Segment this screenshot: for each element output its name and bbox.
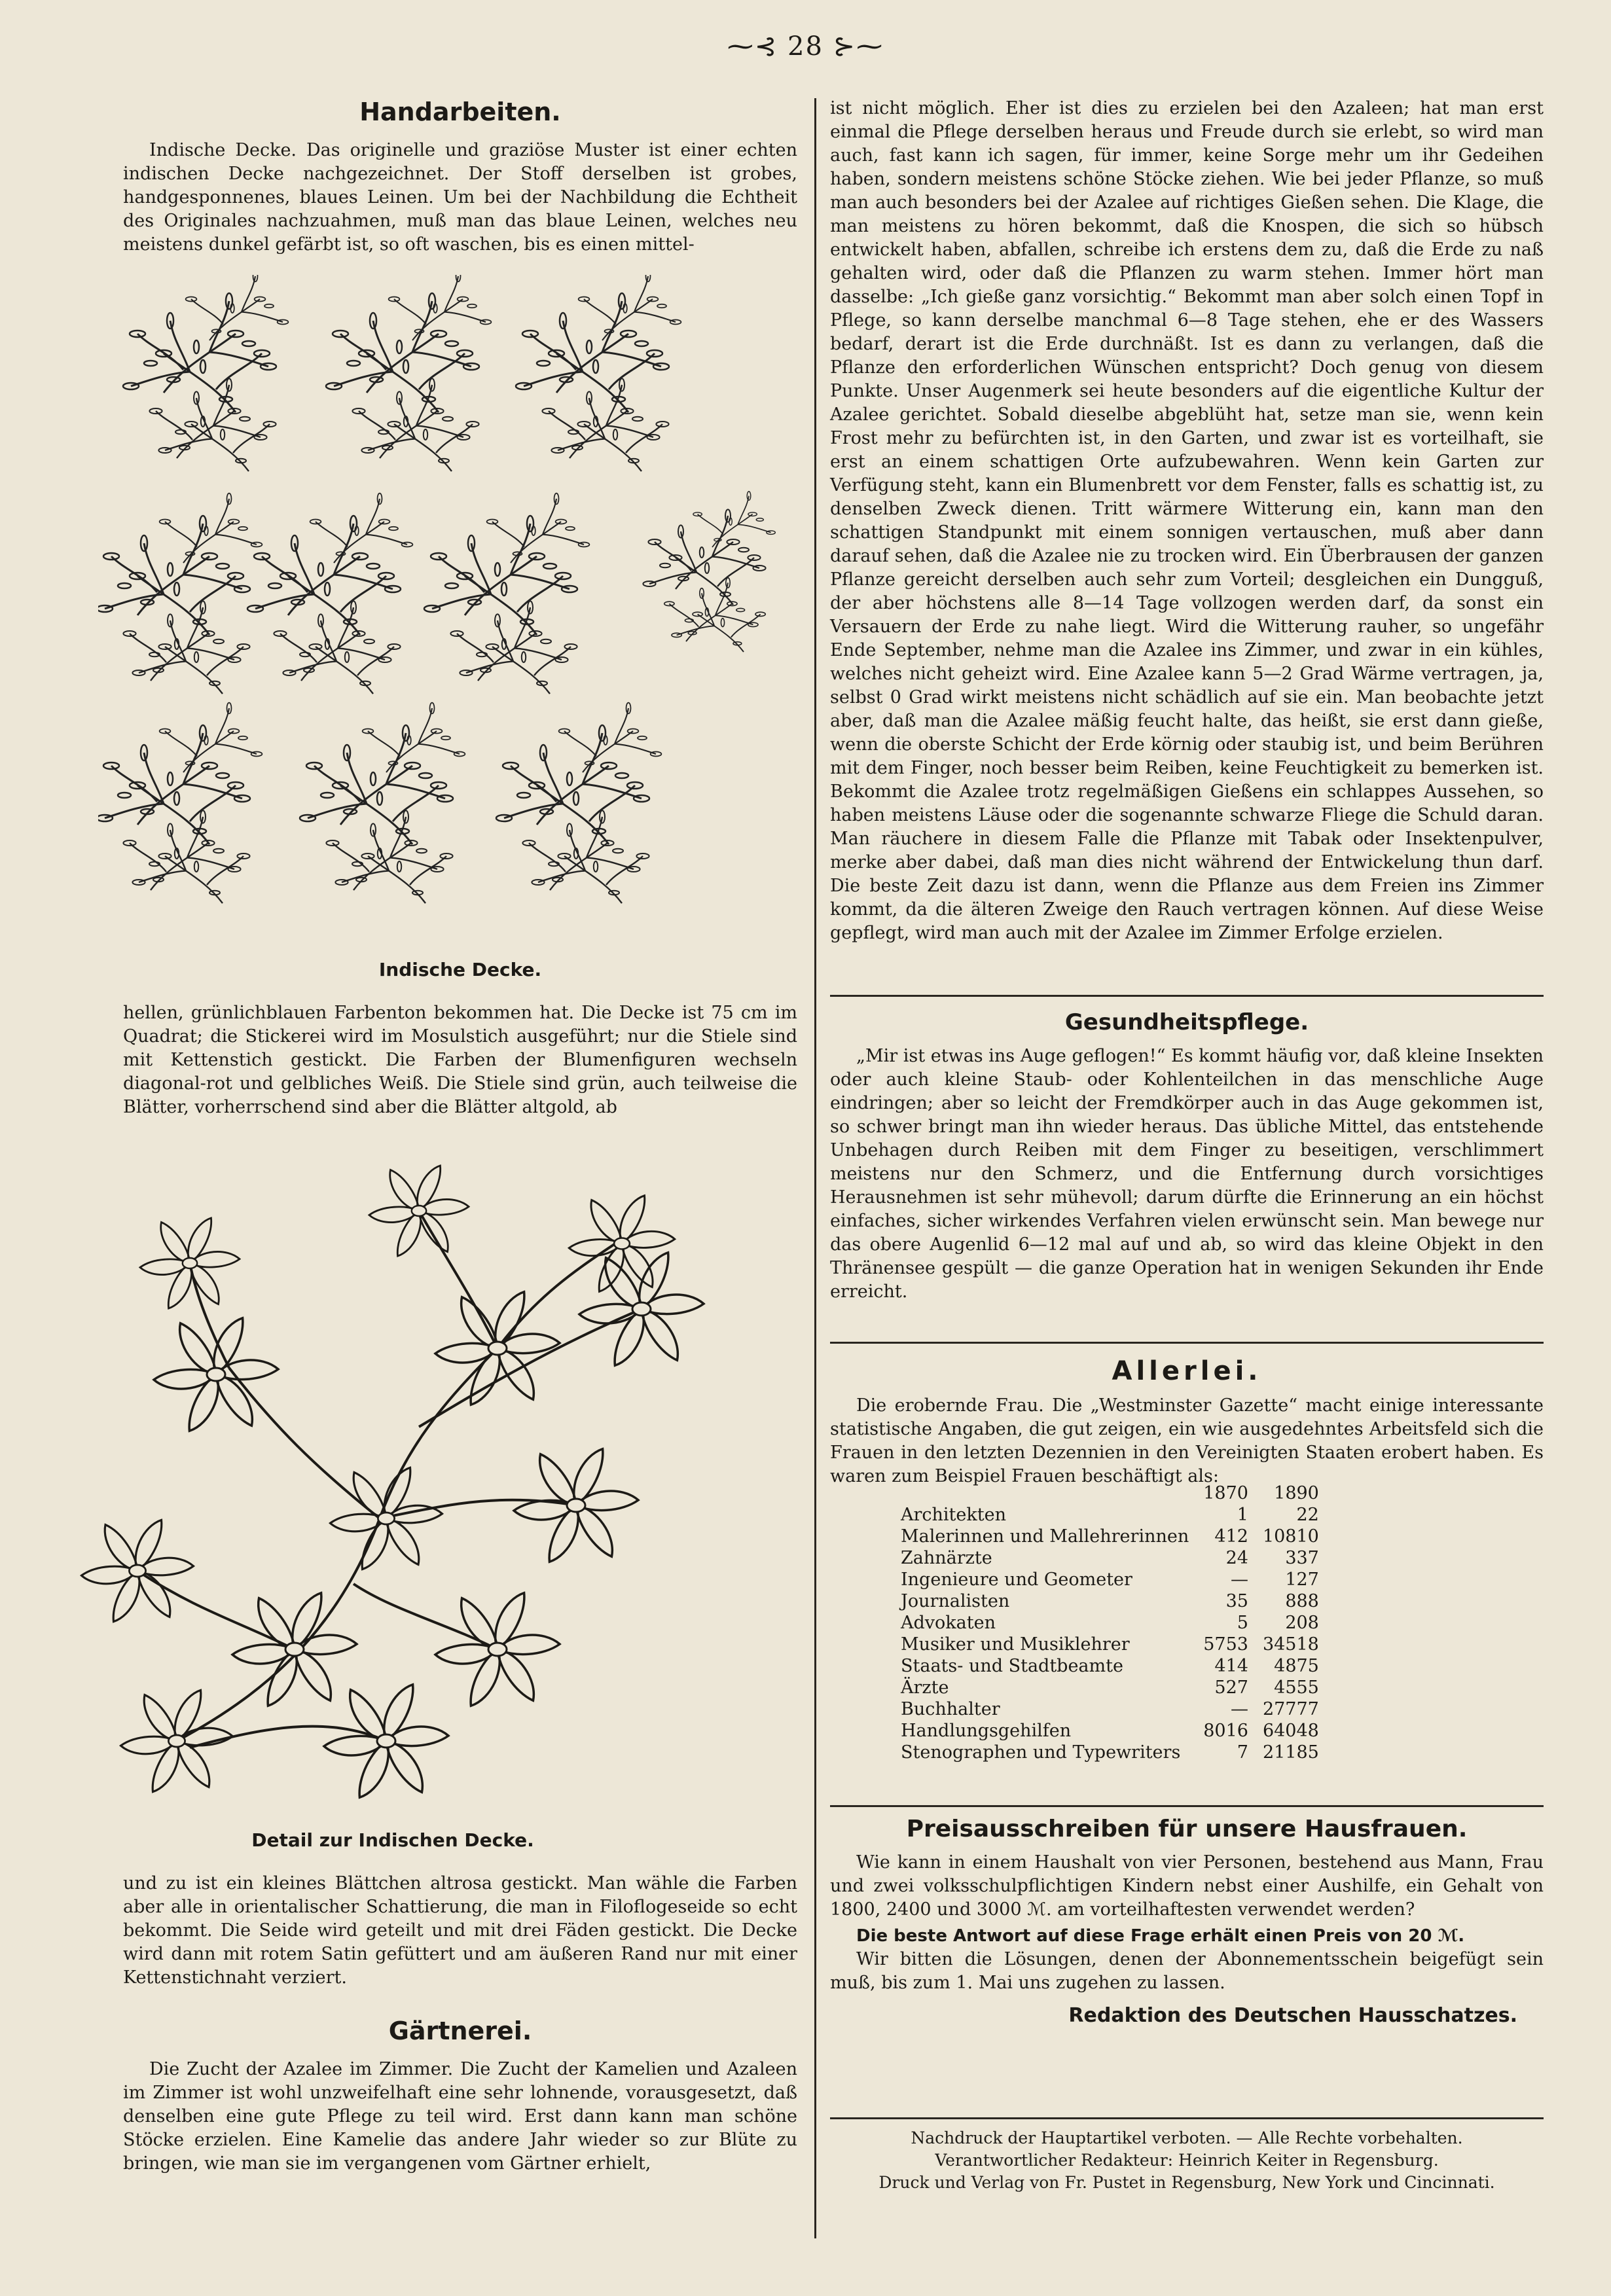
left-column-top [123, 97, 797, 257]
allerlei-para: Die erobernde Frau. Die „Westminster Gazette“ macht einige interessante statistische Angaben, die gut zeigen, ein wie ausgedehntes Arbeitsfeld sich die Frauen in den letzten Dezennien in den Vereinigten Staaten erobert haben. Es waren zum Beispiel Frauen beschäftigt als: [830, 1395, 1544, 1486]
table-cell-1890: 21185 [1262, 1742, 1319, 1763]
handarbeiten-para1: Indische Decke. Das originelle und graziöse Muster ist einer echten indischen Decke nachgezeichnet. Der Stoff derselben ist grobes, handgesponnenes, blaues Leinen. Um bei der Nachbildung die Echtheit des Originales nachzuahmen, muß man das blaue Leinen, welches neu meistens dunkel gefärbt ist, so oft waschen, bis es einen mittel- [123, 140, 797, 255]
section-divider [830, 1805, 1544, 1807]
section-divider [830, 2117, 1544, 2119]
table-cell-label: Staats- und Stadtbeamte [901, 1656, 1123, 1676]
table-cell-1870: 8016 [1203, 1721, 1248, 1741]
imprint-line1: Nachdruck der Hauptartikel verboten. — Alle Rechte vorbehalten. [911, 2128, 1463, 2147]
table-cell-label: Zahnärzte [901, 1548, 992, 1568]
table-row [901, 1634, 1319, 1655]
table-row [901, 1698, 1319, 1720]
section-divider [830, 1342, 1544, 1344]
table-cell-label: Malerinnen und Mallehrerinnen [901, 1526, 1189, 1547]
table-row [901, 1590, 1319, 1612]
figure-indische-decke [98, 275, 812, 956]
preisausschreiben-request: Wir bitten die Lösungen, denen der Abonnementsschein beigefügt sein muß, bis zum 1. Mai uns zugehen zu lassen. [830, 1949, 1544, 1993]
table-cell-1890: 64048 [1262, 1721, 1319, 1741]
gaertnerei-para1: Die Zucht der Azalee im Zimmer. Die Zucht der Kamelien und Azaleen im Zimmer ist wohl unzweifelhaft eine sehr lohnende, vorausgesetzt, daß denselben eine gute Pflege zu teil wird. Erst dann kann man schöne Stöcke erzielen. Eine Kamelie das andere Jahr wieder so zur Blüte zu bringen, wie man sie im vergangenen vom Gärtner erhielt, [123, 2059, 797, 2174]
left-column-bottom [123, 1872, 797, 2176]
table-cell-1890: 4555 [1274, 1677, 1319, 1698]
table-cell-label: Musiker und Musiklehrer [901, 1634, 1130, 1655]
preisausschreiben-prize: Die beste Antwort auf diese Frage erhält einen Preis von 20 ℳ. [856, 1926, 1465, 1946]
table-cell-1870: 5753 [1203, 1634, 1248, 1655]
table-header-year: 1870 [1203, 1483, 1248, 1503]
table-row [901, 1569, 1319, 1590]
page-number-header [0, 31, 1611, 62]
table-row [901, 1547, 1319, 1569]
table-row [901, 1742, 1319, 1763]
table-row [901, 1526, 1319, 1547]
right-column-allerlei [830, 1355, 1544, 1488]
table-cell-1870: — [1230, 1699, 1248, 1719]
table-cell-1870: 24 [1225, 1548, 1248, 1568]
editorial-signature: Redaktion des Deutschen Hausschatzes. [1068, 2004, 1517, 2027]
table-cell-1890: 34518 [1262, 1634, 1319, 1655]
table-cell-1870: 35 [1225, 1591, 1248, 1611]
section-heading-preisausschreiben: Preisausschreiben für unsere Hausfrauen. [906, 1816, 1468, 1842]
table-cell-1870: 5 [1237, 1613, 1248, 1633]
section-heading-gesundheitspflege: Gesundheitspflege. [1064, 1009, 1309, 1035]
table-cell-1890: 27777 [1262, 1699, 1319, 1719]
table-cell-1890: 208 [1285, 1613, 1319, 1633]
figure1-caption: Indische Decke. [378, 959, 542, 980]
imprint-line3: Druck und Verlag von Fr. Pustet in Regensburg, New York und Cincinnati. [878, 2173, 1495, 2192]
imprint-line2: Verantwortlicher Redakteur: Heinrich Keiter in Regensburg. [935, 2151, 1439, 2170]
gesundheitspflege-para: „Mir ist etwas ins Auge geflogen!“ Es kommt häufig vor, daß kleine Insekten oder auch kleine Staub- oder Kohlenteilchen in das menschliche Auge eindringen; aber so leicht der Fremdkörper auch in das Auge gekommen ist, so schwer bringt man ihn wieder heraus. Das übliche Mittel, das entstehende Unbehagen durch Reiben mit dem Finger zu beseitigen, verschlimmert meistens nur den Schmerz, und die Entfernung durch vorsichtiges Herausnehmen ist sehr mühevoll; darum dürfte die Erinnerung an ein höchst einfaches, sicher wirkendes Verfahren vielen erwünscht sein. Man bewege nur das obere Augenlid 6—12 mal auf und ab, so wird das kleine Objekt in den Thränensee gespült — die ganze Operation hat in wenigen Sekunden ihr Ende erreicht. [830, 1046, 1544, 1302]
table-row [901, 1677, 1319, 1698]
table-cell-1890: 127 [1285, 1570, 1319, 1590]
table-cell-1890: 22 [1296, 1505, 1319, 1525]
table-cell-label: Ingenieure und Geometer [901, 1570, 1132, 1590]
section-heading-handarbeiten: Handarbeiten. [359, 98, 561, 126]
section-heading-gaertnerei: Gärtnerei. [388, 2017, 532, 2045]
table-cell-1890: 888 [1285, 1591, 1319, 1611]
table-cell-label: Advokaten [901, 1613, 996, 1633]
table-header-year: 1890 [1274, 1483, 1319, 1503]
table-cell-label: Handlungsgehilfen [901, 1721, 1072, 1741]
table-cell-1870: 527 [1214, 1677, 1248, 1698]
handarbeiten-para2: hellen, grünlichblauen Farbenton bekommen hat. Die Decke ist 75 cm im Quadrat; die Stickerei wird im Mosulstich ausgeführt; nur die Stiele sind mit Kettenstich gestickt. Die Farben der Blumenfiguren wechseln diagonal-rot und gelbliches Weiß. Die Stiele sind grün, auch teilweise die Blätter, vorherrschend sind aber die Blätter altgold, ab [123, 1003, 797, 1117]
figure-detail-decke [79, 1152, 772, 1826]
figure2-caption: Detail zur Indischen Decke. [251, 1829, 534, 1851]
table-cell-1890: 337 [1285, 1548, 1319, 1568]
gaertnerei-para2: ist nicht möglich. Eher ist dies zu erzielen bei den Azaleen; hat man erst einmal die Pflege derselben heraus und Freude durch sie erlebt, so wird man auch, fast kann ich sagen, für immer, keine Sorge mehr um ihr Gedeihen haben, sondern meistens schöne Stöcke ziehen. Wie bei jeder Pflanze, so muß man auch besonders bei der Azalee auf richtiges Gießen sehen. Die Klage, die man meistens zu hören bekommt, daß die Knospen, die sich so hübsch entwickelt haben, abfallen, schreibe ich erstens dem zu, daß die Erde zu naß gehalten wird, oder daß die Pflanzen zu warm stehen. Immer hört man dasselbe: „Ich gieße ganz vorsichtig.“ Bekommt man aber solch einen Topf in Pflege, so kann derselbe manchmal 6—8 Tage stehen, ehe er des Wassers bedarf, derart ist die Erde durchnäßt. Ist es dann zu verlangen, daß die Pflanze den erforderlichen Wünschen entspricht? Doch genug von diesem Punkte. Unser Augenmerk sei heute besonders auf die eigentliche Kultur der Azalee gerichtet. Sobald dieselbe abgeblüht hat, setze man sie, wenn kein Frost mehr zu befürchten ist, in den Garten, und zwar ist es vorteilhaft, sie erst an einem schattigen Orte aufzubewahren. Wenn kein Garten zur Verfügung steht, kann ein Blumenbrett vor dem Fenster, falls es schattig ist, zu denselben Zweck dienen. Tritt wärmere Witterung ein, kann man den schattigen Standpunkt mit einem sonnigen vertauschen, muß aber dann darauf sehen, daß die Azalee nie zu trocken wird. Ein Überbrausen der ganzen Pflanze gereicht derselben auch sehr zum Vorteil; desgleichen ein Dungguß, der aber höchstens alle 8—14 Tage vollzogen werden darf, da sonst ein Versauern der Erde zu nahe liegt. Wird die Witterung rauher, so ungefähr Ende September, nehme man die Azalee ins Zimmer, und zwar in ein kühles, welches nicht geheizt wird. Eine Azalee kann 5—2 Grad Wärme vertragen, ja, selbst 0 Grad wirkt meistens nicht schädlich auf sie ein. Man beobachte jetzt aber, daß man die Azalee mäßig feucht halte, das heißt, sie erst dann gieße, wenn die oberste Schicht der Erde körnig oder staubig ist, und beim Berühren mit dem Finger, noch besser beim Reiben, keine Feuchtigkeit zu bemerken ist. Bekommt die Azalee trotz regelmäßigen Gießens ein schlappes Aussehen, so haben meistens Läuse oder die sogenannte schwarze Fliege die Schuld daran. Man räuchere in diesem Falle die Pflanze mit Tabak oder Insektenpulver, merke aber dabei, daß man dies nicht während der Entwickelung thun darf. Die beste Zeit dazu ist dann, wenn die Pflanze aus dem Freien ins Zimmer kommt, da die älteren Zweige den Rauch vertragen können. Auf diese Weise gepflegt, wird man auch mit der Azalee im Zimmer Erfolge erzielen. [830, 98, 1544, 943]
table-cell-1870: 412 [1214, 1526, 1248, 1547]
right-column-preisausschreiben [830, 1813, 1544, 2028]
right-column-gesundheit [830, 1008, 1544, 1304]
left-column-mid [123, 1001, 797, 1119]
preisausschreiben-para: Wie kann in einem Haushalt von vier Personen, bestehend aus Mann, Frau und zwei volksschulpflichtigen Kindern nebst einer Aushilfe, ein Gehalt von 1800, 2400 und 3000 ℳ. am vorteilhaftesten verwendet werden? [830, 1852, 1544, 1920]
table-header-label [901, 1482, 1189, 1504]
table-cell-1870: — [1230, 1570, 1248, 1590]
column-divider [814, 98, 816, 2238]
ornament-right: ⊱⁓ [823, 31, 884, 62]
section-heading-allerlei: Allerlei. [1112, 1356, 1262, 1386]
table-cell-1870: 7 [1237, 1742, 1248, 1763]
table-cell-1870: 414 [1214, 1656, 1248, 1676]
imprint [830, 2127, 1544, 2194]
ornament-left: ⁓⊰ [727, 31, 788, 62]
table-cell-label: Ärzte [901, 1677, 949, 1698]
table-row [901, 1504, 1319, 1526]
page-number: 28 [787, 31, 824, 62]
table-cell-label: Journalisten [901, 1591, 1010, 1611]
table-cell-1890: 10810 [1262, 1526, 1319, 1547]
table-row [901, 1612, 1319, 1634]
table-cell-label: Stenographen und Typewriters [901, 1742, 1181, 1763]
table-cell-label: Architekten [901, 1505, 1006, 1525]
table-cell-label: Buchhalter [901, 1699, 1000, 1719]
table-row [901, 1655, 1319, 1677]
statistics-table [901, 1482, 1319, 1763]
right-column-gaertnerei [830, 97, 1544, 945]
handarbeiten-para3: und zu ist ein kleines Blättchen altrosa gestickt. Man wähle die Farben aber alle in orientalischer Schattierung, die man in Filoflogeseide so echt bekommt. Die Seide wird geteilt und mit drei Fäden gestickt. Die Decke wird dann mit rotem Satin gefüttert und am äußeren Rand nur mit einer Kettenstichnaht verziert. [123, 1873, 797, 1988]
table-row [901, 1720, 1319, 1742]
section-divider [830, 995, 1544, 997]
table-cell-1890: 4875 [1274, 1656, 1319, 1676]
table-header-row [901, 1482, 1319, 1504]
table-cell-1870: 1 [1237, 1505, 1248, 1525]
